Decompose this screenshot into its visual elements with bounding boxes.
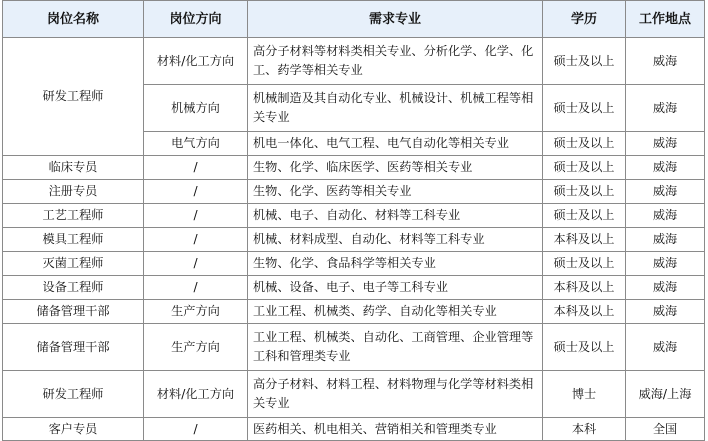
position-direction: 材料/化工方向 — [144, 371, 248, 418]
position-direction: / — [144, 276, 248, 300]
degree: 本科 — [543, 418, 626, 441]
table-row — [3, 180, 705, 204]
degree: 本科及以上 — [543, 300, 626, 324]
position-direction: 生产方向 — [144, 324, 248, 371]
required-major: 生物、化学、食品科学等相关专业 — [248, 252, 543, 276]
work-location: 威海 — [626, 324, 705, 371]
work-location: 威海 — [626, 38, 705, 85]
work-location: 威海 — [626, 228, 705, 252]
required-major: 机械、设备、电子、电子等工科专业 — [248, 276, 543, 300]
required-major: 生物、化学、医药等相关专业 — [248, 180, 543, 204]
required-major: 机械、电子、自动化、材料等工科专业 — [248, 204, 543, 228]
job-table — [2, 0, 705, 441]
table-row — [3, 204, 705, 228]
table-row — [3, 300, 705, 324]
required-major: 机械、材料成型、自动化、材料等工科专业 — [248, 228, 543, 252]
position-name: 临床专员 — [3, 156, 144, 180]
position-name: 灭菌工程师 — [3, 252, 144, 276]
position-direction: / — [144, 252, 248, 276]
required-major: 高分子材料、材料工程、材料物理与化学等材料类相关专业 — [248, 371, 543, 418]
position-direction: / — [144, 156, 248, 180]
table-row — [3, 418, 705, 441]
table-row — [3, 276, 705, 300]
degree: 硕士及以上 — [543, 85, 626, 132]
work-location: 威海 — [626, 85, 705, 132]
table-row — [3, 38, 705, 85]
degree: 硕士及以上 — [543, 38, 626, 85]
work-location: 威海/上海 — [626, 371, 705, 418]
position-name: 客户专员 — [3, 418, 144, 441]
work-location: 威海 — [626, 156, 705, 180]
table-row — [3, 228, 705, 252]
degree: 本科及以上 — [543, 276, 626, 300]
work-location: 全国 — [626, 418, 705, 441]
position-name: 研发工程师 — [3, 38, 144, 156]
degree: 硕士及以上 — [543, 132, 626, 156]
position-direction: 生产方向 — [144, 300, 248, 324]
work-location: 威海 — [626, 180, 705, 204]
required-major: 机械制造及其自动化专业、机械设计、机械工程等相关专业 — [248, 85, 543, 132]
required-major: 工业工程、机械类、自动化、工商管理、企业管理等工科和管理类专业 — [248, 324, 543, 371]
degree: 博士 — [543, 371, 626, 418]
degree: 硕士及以上 — [543, 156, 626, 180]
header-degree: 学历 — [543, 1, 626, 38]
position-name: 工艺工程师 — [3, 204, 144, 228]
work-location: 威海 — [626, 300, 705, 324]
table-row — [3, 156, 705, 180]
position-direction: / — [144, 180, 248, 204]
degree: 硕士及以上 — [543, 204, 626, 228]
position-name: 储备管理干部 — [3, 300, 144, 324]
position-name: 设备工程师 — [3, 276, 144, 300]
required-major: 医药相关、机电相关、营销相关和管理类专业 — [248, 418, 543, 441]
header-major: 需求专业 — [248, 1, 543, 38]
header-row — [3, 1, 705, 38]
table-row — [3, 324, 705, 371]
degree: 硕士及以上 — [543, 324, 626, 371]
position-direction: / — [144, 204, 248, 228]
position-direction: 机械方向 — [144, 85, 248, 132]
header-location: 工作地点 — [626, 1, 705, 38]
position-direction: / — [144, 228, 248, 252]
position-name: 研发工程师 — [3, 371, 144, 418]
work-location: 威海 — [626, 204, 705, 228]
position-direction: 电气方向 — [144, 132, 248, 156]
work-location: 威海 — [626, 132, 705, 156]
required-major: 机电一体化、电气工程、电气自动化等相关专业 — [248, 132, 543, 156]
position-name: 储备管理干部 — [3, 324, 144, 371]
header-position: 岗位名称 — [3, 1, 144, 38]
degree: 本科及以上 — [543, 228, 626, 252]
required-major: 高分子材料等材料类相关专业、分析化学、化学、化工、药学等相关专业 — [248, 38, 543, 85]
required-major: 工业工程、机械类、药学、自动化等相关专业 — [248, 300, 543, 324]
degree: 硕士及以上 — [543, 180, 626, 204]
table-row — [3, 252, 705, 276]
header-direction: 岗位方向 — [144, 1, 248, 38]
table-row — [3, 371, 705, 418]
required-major: 生物、化学、临床医学、医药等相关专业 — [248, 156, 543, 180]
work-location: 威海 — [626, 252, 705, 276]
position-name: 注册专员 — [3, 180, 144, 204]
work-location: 威海 — [626, 276, 705, 300]
position-direction: / — [144, 418, 248, 441]
position-name: 模具工程师 — [3, 228, 144, 252]
degree: 硕士及以上 — [543, 252, 626, 276]
position-direction: 材料/化工方向 — [144, 38, 248, 85]
